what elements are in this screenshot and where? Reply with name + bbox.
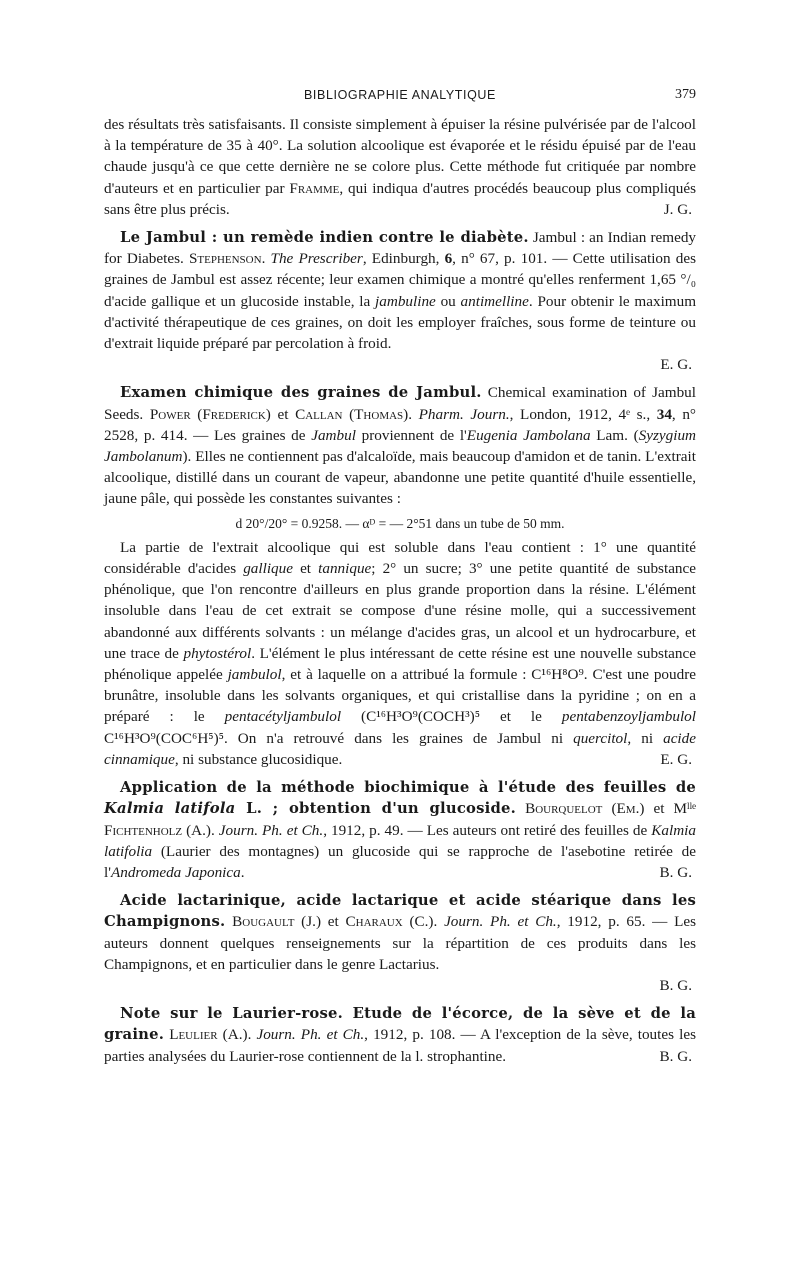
- entry-author: Callan (Thomas): [295, 405, 409, 423]
- intro-author: Framme: [289, 179, 340, 197]
- entry-title: Note sur le Laurier-rose. Etude de l'écorce, de la sève et de la graine.: [104, 1005, 696, 1044]
- journal-name: Pharm. Journ.: [418, 405, 510, 423]
- journal-name: Journ. Ph. et Ch.: [256, 1026, 365, 1044]
- entry-signature: B. G.: [659, 863, 692, 881]
- entry-author: Fichtenholz (A.): [104, 821, 211, 839]
- running-head: [104, 82, 696, 106]
- entry-lactarinique: Acide lactarinique, acide lactarique et acide stéarique dans les Champignons. Bougault (J.) et Charaux (C.). Journ. Ph. et Ch., 1912, p. 65. — Les auteurs donnent quelques renseignements sur la répartition de ces produits dans les Champignons, et en particulier dans le genre Lactarius. B. G.: [104, 890, 696, 996]
- journal-name: The Prescriber: [270, 250, 363, 268]
- entry-kalmia: Application de la méthode biochimique à l'étude des feuilles de Kalmia latifola L. ; obtention d'un glucoside. Bourquelot (Em.) et Mˡˡᵉ Fichtenholz (A.). Journ. Ph. et Ch., 1912, p. 49. — Les auteurs ont retiré des feuilles de Kalmia latifolia (Laurier des montagnes) un glucoside qui se rapproche de l'asebotine retirée de l'Andromeda Japonica. B. G.: [104, 777, 696, 883]
- entry-laurier-rose: Note sur le Laurier-rose. Etude de l'écorce, de la sève et de la graine. Leulier (A.). Journ. Ph. et Ch., 1912, p. 108. — A l'exception de la sève, toutes les parties analysées du Laurier-rose contiennent de la l. strophantine. B. G.: [104, 1003, 696, 1067]
- journal-name: Journ. Ph. et Ch.: [218, 821, 324, 839]
- intro-paragraph: [104, 114, 696, 220]
- running-head-title: BIBLIOGRAPHIE ANALYTIQUE: [304, 88, 496, 102]
- entry-examen-jambul: Examen chimique des graines de Jambul. Chemical examination of Jambul Seeds. Power (Frederick) et Callan (Thomas). Pharm. Journ., London, 1912, 4ᵉ s., 34, n° 2528, p. 414. — Les graines de Jambul proviennent de l'Eugenia Jambolana Lam. (Syzygium Jambolanum). Elles ne contiennent pas d'alcaloïde, mais beaucoup d'amidon et de tanin. L'extrait alcoolique, distillé dans un courant de vapeur, abandonne une petite quantité d'huile essentielle, jaune pâle, qui possède les constantes suivantes : d 20°/20° = 0.9258. — αᴰ = — 2°51 dans un tube de 50 mm. La partie de l'extrait alcoolique qui est soluble dans l'eau contient : 1° une quantité considérable d'acides gallique et tannique; 2° un sucre; 3° une petite quantité de substance phénolique, que l'on rencontre d'ailleurs en plus grande proportion dans la résine. L'élément insoluble dans l'eau de cet extrait se compose d'une résine molle, qui a successivement abandonné aux différents solvants : un mélange d'acides gras, un alcool et un hydrocarbure, et une trace de phytostérol. L'élément le plus intéressant de cette résine est une nouvelle substance phénolique appelée jambulol, et à laquelle on a attribué la formule : C¹⁶H⁸O⁹. C'est une poudre brunâtre, insoluble dans les solvants organiques, et qui cristallise dans la pyridine ; on en a préparé : le pentacétyljambulol (C¹⁶H³O⁹(COCH³)⁵ et le pentabenzoyljambulol C¹⁶H³O⁹(COC⁶H⁵)⁵. On n'a retrouvé dans les graines de Jambul ni quercitol, ni acide cinnamique, ni substance glucosidique. E. G.: [104, 382, 696, 770]
- journal-name: Journ. Ph. et Ch.: [444, 913, 557, 931]
- entry-title: Examen chimique des graines de Jambul.: [120, 384, 482, 402]
- volume-number: 34: [656, 405, 672, 423]
- page-number: 379: [675, 87, 696, 102]
- intro-text: des résultats très satisfaisants. Il consiste simplement à épuiser la résine pulvérisée par de l'alcool à la température de 35 à 40°. La solution alcoolique est évaporée et le résidu épuisé par de l'eau chaude jusqu'à ce que cette dernière ne se colore plus. Cette méthode fut critiquée par nombre d'auteurs et en particulier par: [104, 116, 696, 197]
- journal-page: [104, 82, 696, 1074]
- entry-title: Application de la méthode biochimique à l'étude des feuilles de Kalmia latifola L. ; obtention d'un glucoside.: [104, 779, 696, 818]
- entry-jambul-remede: Le Jambul : un remède indien contre le diabète. Jambul : an Indian remedy for Diabetes. Stephenson. The Prescriber, Edinburgh, 6, n° 67, p. 101. — Cette utilisation des graines de Jambul est assez récente; leur examen chimique a montré qu'elles renferment 1,65 °/₀ d'acide gallique et un glucoside instable, la jambuline ou antimelline. Pour obtenir le maximum d'activité thérapeutique de ces graines, on doit les employer fraîches, sous forme de teinture ou d'extrait liquide préparé par percolation à froid. E. G.: [104, 227, 696, 375]
- entry-signature: E. G.: [660, 356, 692, 374]
- entry-title: Le Jambul : un remède indien contre le diabète.: [120, 229, 529, 247]
- entry-author: Power (Frederick): [149, 405, 271, 423]
- entry-signature: B. G.: [659, 976, 692, 994]
- entry-signature: B. G.: [659, 1047, 692, 1065]
- intro-text-end: , qui indiqua d'autres procédés beaucoup plus compliqués sans être plus précis.: [104, 179, 697, 218]
- intro-signature: J. G.: [663, 200, 692, 218]
- formula-line: d 20°/20° = 0.9258. — αᴰ = — 2°51 dans un tube de 50 mm.: [235, 515, 565, 531]
- entry-title: Acide lactarinique, acide lactarique et acide stéarique dans les Champignons.: [104, 892, 696, 931]
- entry-author: Stephenson: [188, 250, 262, 268]
- entry-author: Bougault (J.): [232, 913, 322, 931]
- entry-author: Bourquelot (Em.): [525, 800, 645, 818]
- volume-number: 6: [444, 250, 453, 268]
- entry-signature: E. G.: [660, 750, 692, 768]
- entry-author: Leulier (A.): [169, 1026, 248, 1044]
- entry-author: Charaux (C.): [345, 913, 434, 931]
